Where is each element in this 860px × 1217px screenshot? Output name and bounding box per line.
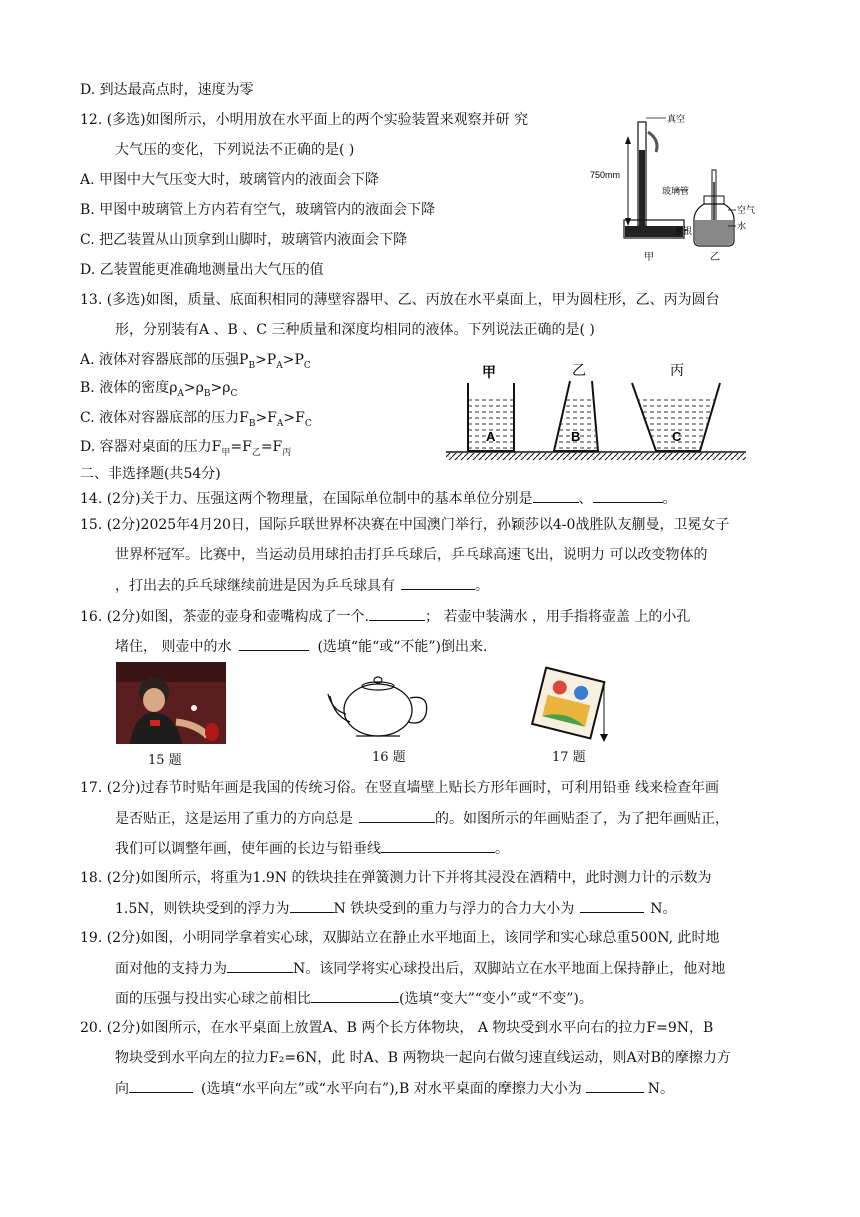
q12-option-d: D. 乙装置能更准确地测量出大气压的值 bbox=[80, 262, 324, 278]
new-year-painting-figure bbox=[526, 666, 616, 746]
q13-containers-figure bbox=[446, 355, 756, 465]
q15-blank[interactable] bbox=[401, 575, 475, 590]
q15-line3: ，打出去的乒乓球继续前进是因为乒乓球具有 。 bbox=[115, 575, 489, 596]
q15-line1: 15. (2分)2025年4月20日，国际乒联世界杯决赛在中国澳门举行，孙颖莎以4-0战胜队友蒯曼，卫冕女子 bbox=[80, 517, 730, 533]
teapot-figure bbox=[326, 670, 436, 740]
label-C: C bbox=[672, 429, 682, 444]
q18-blank-2[interactable] bbox=[580, 898, 644, 913]
q14-blank-1[interactable] bbox=[533, 488, 579, 503]
q18-line1: 18. (2分)如图所示，将重为1.9N 的铁块挂在弹簧测力计下并将其浸没在酒精中，此时测力计的示数为 bbox=[80, 870, 712, 886]
q17-blank-2[interactable] bbox=[381, 838, 495, 853]
q12-stem-line2: 大气压的变化，下列说法不正确的是( ) bbox=[115, 142, 355, 158]
q16-blank-2[interactable] bbox=[239, 636, 309, 651]
label-jia: 甲 bbox=[644, 252, 654, 263]
label-air: 空气 bbox=[737, 205, 756, 215]
label-container-yi: 乙 bbox=[572, 362, 586, 378]
q16-line2: 堵住， 则壶中的水 (选填“能“或“不能”)倒出来. bbox=[115, 636, 487, 657]
section-two-heading: 二、非选择题(共54分) bbox=[80, 466, 221, 482]
label-A: A bbox=[486, 429, 496, 444]
q17-line3: 我们可以调整年画，使年画的长边与铅垂线 。 bbox=[115, 838, 509, 859]
q12-option-b: B. 甲图中玻璃管上方内若有空气，玻璃管内的液面会下降 bbox=[80, 202, 436, 218]
caption-17: 17 题 bbox=[552, 750, 586, 765]
q12-stem-line1: 12. (多选)如图所示，小明用放在水平面上的两个实验装置来观察并研 究 bbox=[80, 112, 529, 128]
q16-line1: 16. (2分)如图，茶壶的壶身和壶嘴构成了一个. ； 若壶中装满水 ，用手指将壶盖 上的小孔 bbox=[80, 606, 690, 627]
q19-line2: 面对他的支持力为 N。该同学将实心球投出后，双脚站立在水平地面上保持静止，他对地 bbox=[115, 958, 725, 979]
q12-option-c: C. 把乙装置从山顶拿到山脚时，玻璃管内液面会下降 bbox=[80, 232, 408, 248]
label-water: 水 bbox=[737, 221, 747, 231]
q11-option-d: D. 到达最高点时，速度为零 bbox=[80, 82, 254, 98]
q20-line1: 20. (2分)如图所示，在水平桌面上放置A、B 两个长方体物块， A 物块受到水平向右的拉力F=9N，B bbox=[80, 1020, 714, 1036]
caption-16: 16 题 bbox=[372, 750, 406, 765]
label-yi: 乙 bbox=[710, 252, 720, 263]
label-vacuum: 真空 bbox=[667, 114, 686, 124]
label-container-bing: 丙 bbox=[670, 362, 684, 378]
q13-stem-line2: 形，分别装有A 、B 、C 三种质量和深度均相同的液体。下列说法正确的是( ) bbox=[115, 322, 595, 338]
q19-blank-2[interactable] bbox=[311, 988, 399, 1003]
q14: 14. (2分)关于力、压强这两个物理量，在国际单位制中的基本单位分别是 、 。 bbox=[80, 488, 677, 509]
q18-blank-1[interactable] bbox=[290, 898, 334, 913]
q17-line2: 是否贴正，这是运用了重力的方向总是 的。如图所示的年画贴歪了，为了把年画贴正， bbox=[115, 808, 729, 829]
q15-line2: 世界杯冠军。比赛中，当运动员用球拍击打乒乓球后，乒乓球高速飞出，说明力 可以改变物体的 bbox=[115, 547, 708, 563]
q12-option-a: A. 甲图中大气压变大时，玻璃管内的液面会下降 bbox=[80, 172, 380, 188]
q14-blank-2[interactable] bbox=[593, 488, 663, 503]
label-mercury: 水银 bbox=[674, 226, 693, 236]
q20-blank-2[interactable] bbox=[586, 1078, 644, 1093]
label-container-jia: 甲 bbox=[482, 364, 496, 380]
q13-option-b: B. 液体的密度$\rho_A>\rho_B>\rho_C$ bbox=[80, 380, 238, 399]
q20-blank-1[interactable] bbox=[129, 1078, 193, 1093]
caption-15: 15 题 bbox=[148, 753, 182, 768]
q19-line1: 19. (2分)如图，小明同学拿着实心球，双脚站立在静止水平地面上，该同学和实心球总重500N, 此时地 bbox=[80, 930, 720, 946]
label-B: B bbox=[571, 429, 581, 444]
q12-barometer-figure bbox=[588, 110, 788, 270]
label-height: 750mm bbox=[590, 170, 621, 180]
q13-option-d: D. 容器对桌面的压力$F_甲=F_乙=F_丙$ bbox=[80, 439, 292, 458]
q13-option-c: C. 液体对容器底部的压力$F_B>F_A>F_C$ bbox=[80, 410, 312, 429]
label-tube: 玻璃管 bbox=[662, 186, 690, 196]
q19-line3: 面的压强与投出实心球之前相比 (选填“变大”“变小”或“不变”)。 bbox=[115, 988, 593, 1009]
q18-line2: 1.5N，则铁块受到的浮力为 N 铁块受到的重力与浮力的合力大小为 N。 bbox=[115, 898, 676, 919]
q19-blank-1[interactable] bbox=[227, 958, 293, 973]
q20-line2: 物块受到水平向左的拉力F₂=6N，此 时A、B 两物块一起向右做匀速直线运动，则A对B的摩擦力方 bbox=[115, 1050, 731, 1066]
q13-option-a: A. 液体对容器底部的压强$P_B>P_A>P_C$ bbox=[80, 352, 311, 371]
q16-blank-1[interactable] bbox=[369, 606, 425, 621]
q17-line1: 17. (2分)过春节时贴年画是我国的传统习俗。在竖直墙壁上贴长方形年画时，可利用铅垂 线来检查年画 bbox=[80, 780, 719, 796]
table-tennis-photo bbox=[116, 662, 226, 744]
q13-stem-line1: 13. (多选)如图，质量、底面积相同的薄壁容器甲、乙、丙放在水平桌面上，甲为圆柱形，乙、丙为圆台 bbox=[80, 292, 720, 308]
q20-line3: 向 (选填“水平向左”或“水平向右”),B 对水平桌面的摩擦力大小为 N。 bbox=[115, 1078, 674, 1099]
q17-blank-1[interactable] bbox=[359, 808, 435, 823]
